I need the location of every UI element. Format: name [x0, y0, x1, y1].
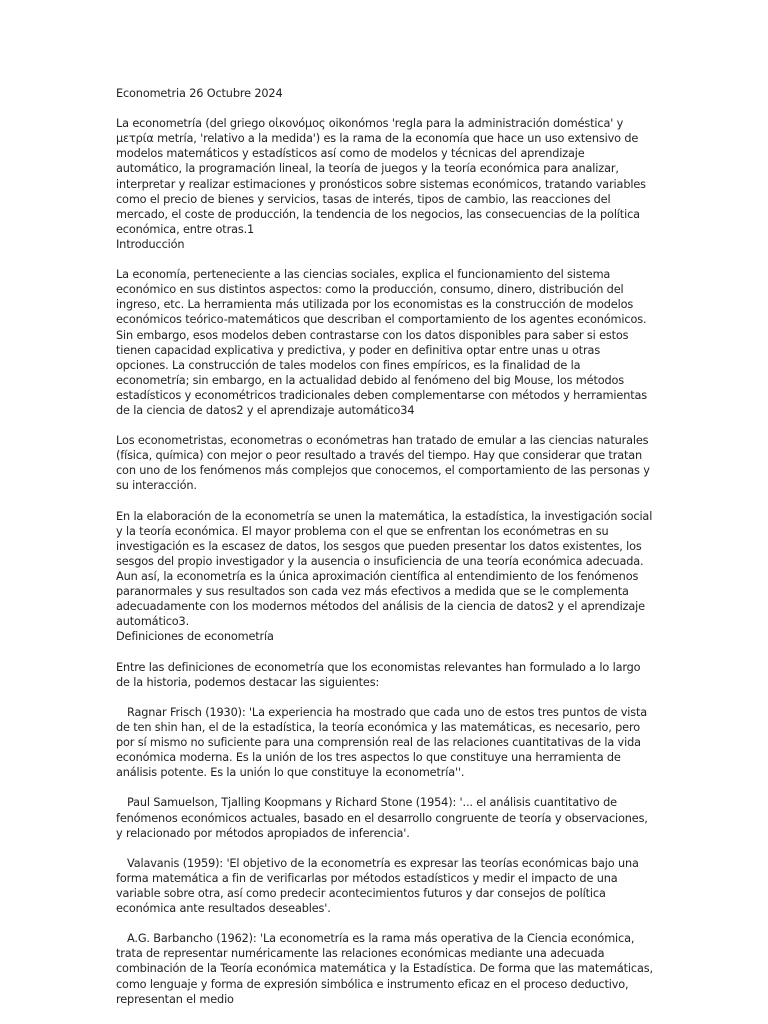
- paragraph-gap: [116, 101, 653, 116]
- paragraph-gap: [116, 644, 653, 659]
- quote-frisch: Ragnar Frisch (1930): 'La experiencia ha mostrado que cada uno de estos tres puntos de vista de ten shin han, el de la estadística, la teoría económica y las matemáticas, es necesario, pero por sí mismo no suficiente para una comprensión real de las relaciones cuantitativas de la vida económica moderna. Es la unión de los tres aspectos lo que constituye una herramienta de análisis potente. Es la unión lo que constituye la econometría''.: [116, 705, 648, 780]
- paragraph-gap: [116, 916, 653, 931]
- paragraph-gap: [116, 841, 653, 856]
- section-heading-definiciones: Definiciones de econometría: [116, 630, 274, 644]
- paragraph-gap: [116, 494, 653, 509]
- paragraph-gap: [116, 780, 653, 795]
- quote-samuelson: Paul Samuelson, Tjalling Koopmans y Richard Stone (1954): '... el análisis cuantitativo de fenómenos económicos actuales, basado en el desarrollo congruente de teoría y observaciones, y relacionado por métodos apropiados de inferencia'.: [116, 796, 648, 840]
- paragraph-elaboracion: En la elaboración de la econometría se unen la matemática, la estadística, la investigación social y la teoría económica. El mayor problema con el que se enfrentan los económetras en su investigación es la escasez de datos, los sesgos que pueden presentar los datos existentes, los sesgos del propio investigador y la ausencia o insuficiencia de una teoría económica adecuada. Aun así, la econometría es la única aproximación científica al entendimiento de los fenómenos paranormales y sus resultados son cada vez más efectivos a medida que se le complementa adecuadamente con los modernos métodos del análisis de la ciencia de datos2 y el aprendizaje automático3.: [116, 509, 653, 629]
- section-heading-introduccion: Introducción: [116, 237, 185, 251]
- paragraph-definiciones-intro: Entre las definiciones de econometría que los economistas relevantes han formulado a lo largo de la historia, podemos destacar las siguientes:: [116, 660, 641, 689]
- paragraph-gap: [116, 252, 653, 267]
- paragraph-economia: La economía, perteneciente a las ciencias sociales, explica el funcionamiento del sistema económico en sus distintos aspectos: como la producción, consumo, dinero, distribución del ingreso, etc. La herramienta más utilizada por los economistas es la construcción de modelos económicos teórico-matemáticos que describan el comportamiento de los agentes económicos. Sin embargo, esos modelos deben contrastarse con los datos disponibles para saber si estos tienen capacidad explicativa y predictiva, y poder en definitiva optar entre unas u otras opciones. La construcción de tales modelos con fines empíricos, es la finalidad de la econometría; sin embargo, en la actualidad debido al fenómeno del big Mouse, los métodos estadísticos y econométricos tradicionales deben complementarse con métodos y herramientas de la ciencia de datos2 y el aprendizaje automático34: [116, 268, 647, 417]
- quote-valavanis: Valavanis (1959): 'El objetivo de la econometría es expresar las teorías económicas bajo una forma matemática a fin de verificarlas por métodos estadísticos y medir el impacto de una variable sobre otra, así como predecir acontecimientos futuros y dar consejos de política económica ante resultados deseables'.: [116, 856, 639, 916]
- document-title-line: Econometria 26 Octubre 2024: [116, 87, 283, 100]
- paragraph-gap: [116, 690, 653, 705]
- document-body: [116, 86, 653, 1007]
- quote-barbancho: A.G. Barbancho (1962): 'La econometría es la rama más operativa de la Ciencia económica, trata de representar numéricamente las relaciones económicas mediante una adecuada combinación de la Teoría económica matemática y la Estadística. De forma que las matemáticas, como lenguaje y forma de expresión simbólica e instrumento eficaz en el proceso deductivo, representan el medio: [116, 932, 653, 1006]
- intro-paragraph: La econometría (del griego οἰκονόμος oikonómos 'regla para la administración doméstica' y μετρία metría, 'relativo a la medida') es la rama de la economía que hace un uso extensivo de modelos matemáticos y estadísticos así como de modelos y técnicas del aprendizaje automático, la programación lineal, la teoría de juegos y la teoría económica para analizar, interpretar y realizar estimaciones y pronósticos sobre sistemas económicos, tratando variables como el precio de bienes y servicios, tasas de interés, tipos de cambio, las reacciones del mercado, el coste de producción, la tendencia de los negocios, las consecuencias de la política económica, entre otras.1: [116, 117, 646, 236]
- paragraph-gap: [116, 418, 653, 433]
- paragraph-econometristas: Los econometristas, econometras o económetras han tratado de emular a las ciencias naturales (física, química) con mejor o peor resultado a través del tiempo. Hay que considerar que tratan con uno de los fenómenos más complejos que conocemos, el comportamiento de las personas y su interacción.: [116, 434, 650, 493]
